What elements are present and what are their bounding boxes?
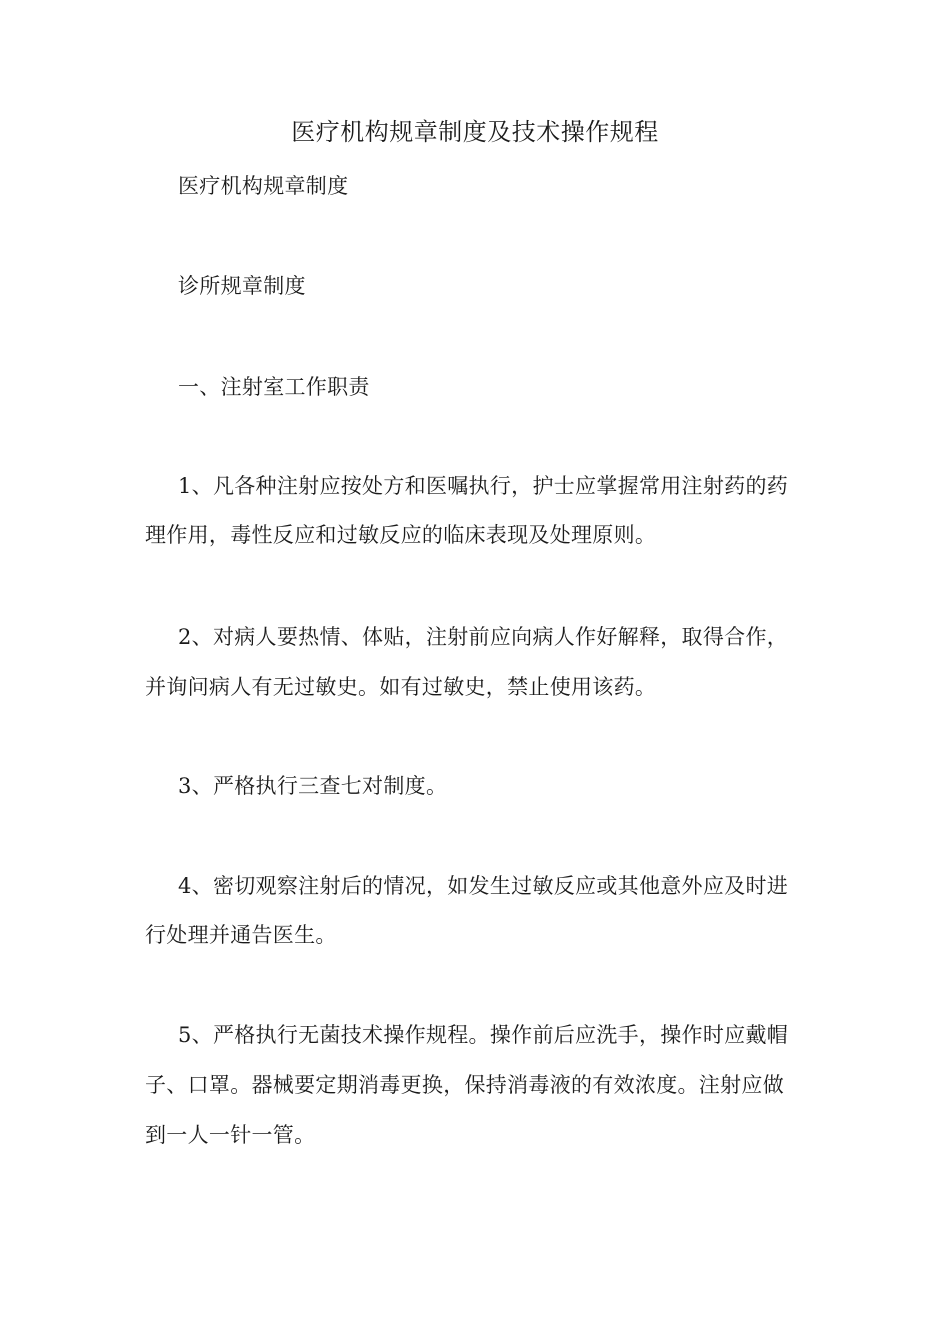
paragraph-item-1-line-1: 1、凡各种注射应按处方和医嘱执行，护士应掌握常用注射药的药	[178, 474, 789, 498]
paragraph-item-2-line-2: 并询问病人有无过敏史。如有过敏史，禁止使用该药。	[145, 675, 657, 699]
paragraph-item-4-line-2: 行处理并通告医生。	[145, 923, 337, 947]
document-title: 医疗机构规章制度及技术操作规程	[291, 118, 659, 146]
paragraph-item-1-line-2: 理作用，毒性反应和过敏反应的临床表现及处理原则。	[145, 523, 657, 547]
paragraph-item-5-line-3: 到一人一针一管。	[145, 1123, 316, 1147]
section-injection-room-duties: 一、注射室工作职责	[178, 375, 370, 399]
paragraph-item-5-line-1: 5、严格执行无菌技术操作规程。操作前后应洗手，操作时应戴帽	[178, 1023, 789, 1047]
paragraph-item-5-line-2: 子、口罩。器械要定期消毒更换，保持消毒液的有效浓度。注射应做	[145, 1073, 784, 1097]
heading-institution-rules: 医疗机构规章制度	[178, 174, 349, 198]
paragraph-item-3-line-1: 3、严格执行三查七对制度。	[178, 774, 448, 798]
paragraph-item-2-line-1: 2、对病人要热情、体贴，注射前应向病人作好解释，取得合作，	[178, 625, 789, 649]
heading-clinic-rules: 诊所规章制度	[178, 274, 306, 298]
paragraph-item-4-line-1: 4、密切观察注射后的情况，如发生过敏反应或其他意外应及时进	[178, 874, 789, 898]
